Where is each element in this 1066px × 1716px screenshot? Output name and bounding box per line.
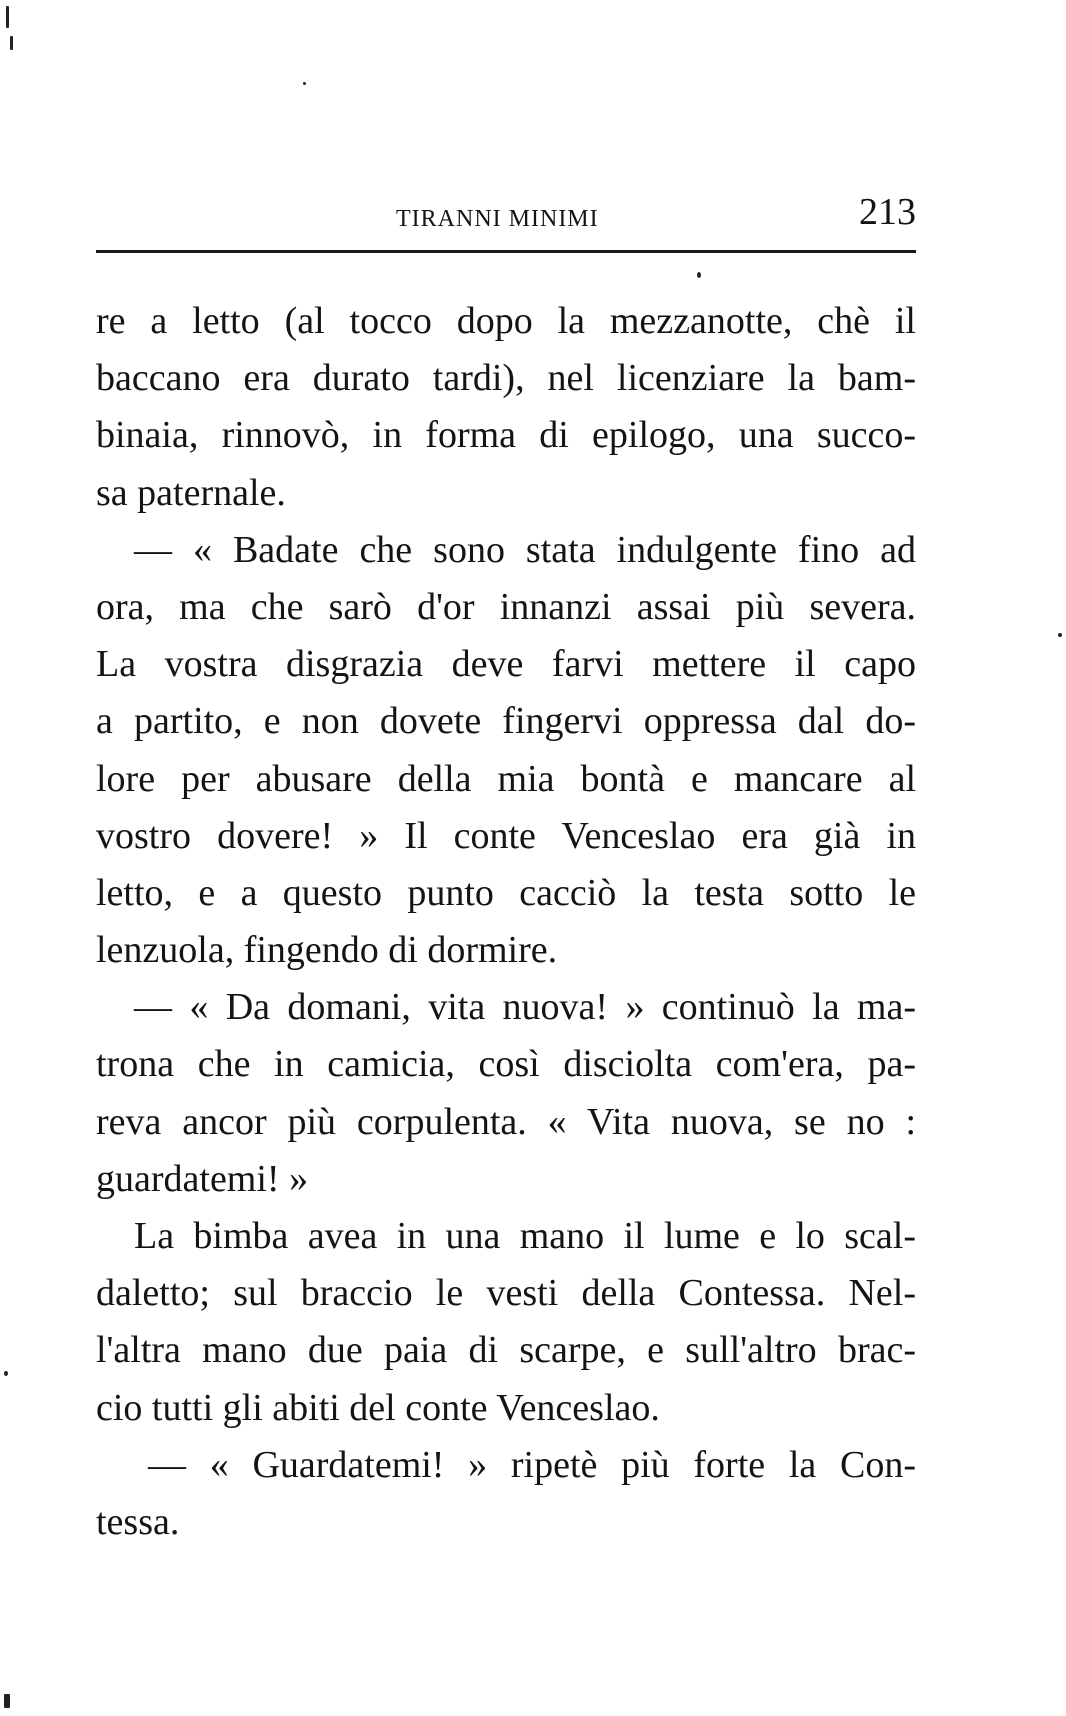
text-line: cio tutti gli abiti del conte Venceslao. [96,1386,660,1429]
scan-speck [10,36,13,50]
text-line: vostro dovere! » Il conte Venceslao era già in [96,814,916,857]
text-line: guardatemi! » [96,1157,309,1200]
text-line: reva ancor più corpulenta. « Vita nuova, se no : [96,1100,916,1143]
text-line: — « Guardatemi! » ripetè più forte la Con- [148,1443,916,1486]
text-line: daletto; sul braccio le vesti della Contessa. Nel- [96,1272,916,1315]
page-number: 213 [859,191,916,233]
text-line: re a letto (al tocco dopo la mezzanotte, chè il [96,300,916,342]
text-line: La bimba avea in una mano il lume e lo scal- [134,1215,916,1257]
text-line: La vostra disgrazia deve farvi mettere il capo [96,643,916,686]
scan-speck [303,82,306,85]
header-rule [96,250,916,253]
page-header [96,190,916,250]
text-line: sa paternale. [96,471,286,514]
text-line: lore per abusare della mia bontà e mancare al [96,757,916,800]
body-text [96,293,916,1551]
scan-speck [4,1371,8,1376]
text-line: letto, e a questo punto cacciò la testa sotto le [96,871,916,914]
scan-speck [1058,633,1062,637]
scan-speck [6,6,9,28]
scan-speck [4,1694,10,1708]
text-line: baccano era durato tardi), nel licenziare la bam- [96,357,916,400]
text-line: — « Da domani, vita nuova! » continuò la ma- [134,986,916,1029]
running-title: TIRANNI MINIMI [396,206,599,232]
text-line: l'altra mano due paia di scarpe, e sull'altro brac- [96,1329,916,1372]
scan-speck [697,272,701,278]
text-line: binaia, rinnovò, in forma di epilogo, una succo- [96,414,916,457]
text-line: ora, ma che sarò d'or innanzi assai più severa. [96,585,916,628]
text-line: trona che in camicia, così disciolta com'era, pa- [96,1043,916,1086]
text-line: lenzuola, fingendo di dormire. [96,929,558,972]
text-line: — « Badate che sono stata indulgente fino ad [134,528,916,571]
text-line: a partito, e non dovete fingervi oppressa dal do- [96,700,916,743]
text-line: tessa. [96,1500,180,1543]
